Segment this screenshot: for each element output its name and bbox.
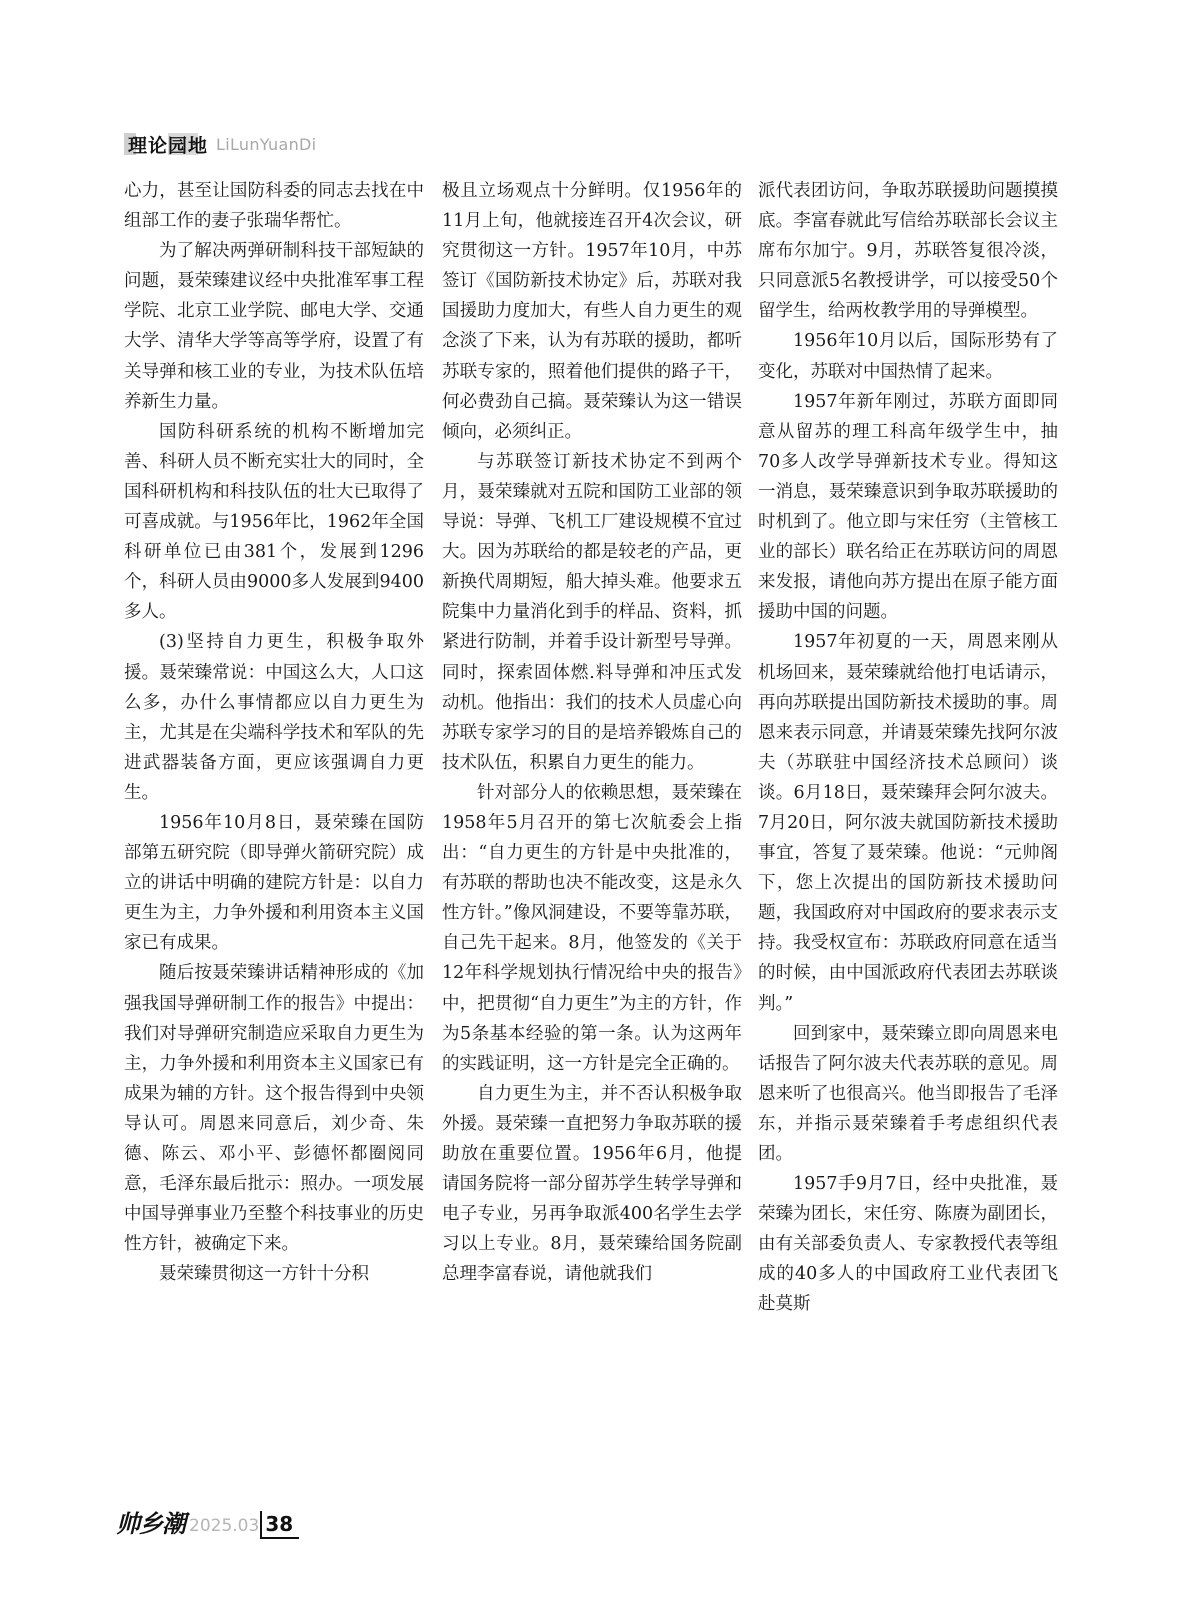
paragraph: 与苏联签订新技术协定不到两个月，聂荣臻就对五院和国防工业部的领导说：导弹、飞机工厂建设规模不宜过大。因为苏联给的都是较老的产品，更新换代周期短，船大掉头难。他要求五院集中力量消化到手的样品、资料，抓紧进行防制，并着手设计新型号导弹。同时，探索固体燃.料导弹和冲压式发动机。他指出：我们的技术人员虚心向苏联专家学习的目的是培养锻炼自己的技术队伍，积累自力更生的能力。 xyxy=(442,451,742,773)
section-header xyxy=(124,130,316,158)
paragraph: 回到家中，聂荣臻立即向周恩来电话报告了阿尔波夫代表苏联的意见。周恩来听了也很高兴。他当即报告了毛泽东，并指示聂荣臻着手考虑组织代表团。 xyxy=(758,1023,1058,1164)
paragraph: 随后按聂荣臻讲话精神形成的《加强我国导弹研制工作的报告》中提出：我们对导弹研究制造应采取自力更生为主，力争外援和利用资本主义国家已有成果为辅的方针。这个报告得到中央领导认可。周恩来同意后，刘少奇、朱德、陈云、邓小平、彭德怀都圈阅同意，毛泽东最后批示：照办。一项发展中国导弹事业乃至整个科技事业的历史性方针，被确定下来。 xyxy=(124,963,424,1255)
paragraph: 1957手9月7日，经中央批准，聂荣臻为团长，宋任穷、陈赓为副团长，由有关部委负责人、专家教授代表等组成的40多人的中国政府工业代表团飞赴莫斯 xyxy=(758,1174,1058,1315)
magazine-logo: 帅乡潮 xyxy=(116,1509,185,1538)
section-title: 理论园地 xyxy=(124,131,212,158)
paragraph: 1957年新年刚过，苏联方面即同意从留苏的理工科高年级学生中，抽70多人改学导弹新技术专业。得知这一消息，聂荣臻意识到争取苏联援助的时机到了。他立即与宋任穷（主管核工业的部长）联名给正在苏联访问的周恩来发报，请他向苏方提出在原子能方面援助中国的问题。 xyxy=(758,391,1058,623)
text-column-3 xyxy=(758,176,1058,1320)
page-number: 38 xyxy=(260,1511,299,1539)
paragraph: 1956年10月8日，聂荣臻在国防部第五研究院（即导弹火箭研究院）成立的讲话中明确的建院方针是：以自力更生为主，力争外援和利用资本主义国家已有成果。 xyxy=(124,812,424,954)
text-column-1 xyxy=(124,176,424,1289)
paragraph: 聂荣臻贯彻这一方针十分积 xyxy=(159,1264,369,1285)
text-column-2 xyxy=(442,176,742,1289)
paragraph: (3)坚持自力更生，积极争取外援。聂荣臻常说：中国这么大，人口这么多，办什么事情都应以自力更生为主，尤其是在尖端科学技术和军队的先进武器装备方面，更应该强调自力更生。 xyxy=(124,632,424,803)
paragraph: 派代表团访问，争取苏联援助问题摸摸底。李富春就此写信给苏联部长会议主席布尔加宁。9月，苏联答复很冷淡，只同意派5名教授讲学，可以接受50个留学生，给两枚教学用的导弹模型。 xyxy=(758,181,1058,322)
paragraph: 自力更生为主，并不否认积极争取外援。聂荣臻一直把努力争取苏联的援助放在重要位置。1956年6月，他提请国务院将一部分留苏学生转学导弹和电子专业，另再争取派400名学生去学习以上专业。8月，聂荣臻给国务院副总理李富春说，请他就我们 xyxy=(442,1083,742,1285)
paragraph: 1957年初夏的一天，周恩来刚从机场回来，聂荣臻就给他打电话请示，再向苏联提出国防新技术援助的事。周恩来表示同意，并请聂荣臻先找阿尔波夫（苏联驻中国经济技术总顾问）谈谈。6月18日，聂荣臻拜会阿尔波夫。7月20日，阿尔波夫就国防新技术援助事宜，答复了聂荣臻。他说：“元帅阁下，您上次提出的国防新技术援助问题，我国政府对中国政府的要求表示支持。我受权宣布：苏联政府同意在适当的时候，由中国派政府代表团去苏联谈判。” xyxy=(758,632,1058,1014)
paragraph: 极且立场观点十分鲜明。仅1956年的11月上旬，他就接连召开4次会议，研究贯彻这一方针。1957年10月，中苏签订《国防新技术协定》后，苏联对我国援助力度加大，有些人自力更生的观念淡了下来，认为有苏联的援助，都听苏联专家的，照着他们提供的路子干，何必费劲自己搞。聂荣臻认为这一错误倾向，必须纠正。 xyxy=(442,181,742,442)
issue-number: 2025.03 xyxy=(189,1516,260,1536)
paragraph: 国防科研系统的机构不断增加完善、科研人员不断充实壮大的同时，全国科研机构和科技队伍的壮大已取得了可喜成就。与1956年比，1962年全国科研单位已由381个，发展到1296个，科研人员由9000多人发展到9400多人。 xyxy=(124,421,424,623)
section-title-pinyin: LiLunYuanDi xyxy=(216,134,317,154)
paragraph: 针对部分人的依赖思想，聂荣臻在1958年5月召开的第七次航委会上指出：“自力更生的方针是中央批准的，有苏联的帮助也决不能改变，这是永久性方针。”像风洞建设，不要等靠苏联，自己先干起来。8月，他签发的《关于12年科学规划执行情况给中央的报告》中，把贯彻“自力更生”为主的方针，作为5条基本经验的第一条。认为这两年的实践证明，这一方针是完全正确的。 xyxy=(442,782,742,1074)
paragraph: 为了解决两弹研制科技干部短缺的问题，聂荣臻建议经中央批准军事工程学院、北京工业学院、邮电大学、交通大学、清华大学等高等学府，设置了有关导弹和核工业的专业，为技术队伍培养新生力量。 xyxy=(124,241,424,412)
paragraph: 心力，甚至让国防科委的同志去找在中组部工作的妻子张瑞华帮忙。 xyxy=(124,181,424,232)
paragraph: 1956年10月以后，国际形势有了变化，苏联对中国热情了起来。 xyxy=(758,331,1058,382)
page-footer xyxy=(116,1503,299,1539)
